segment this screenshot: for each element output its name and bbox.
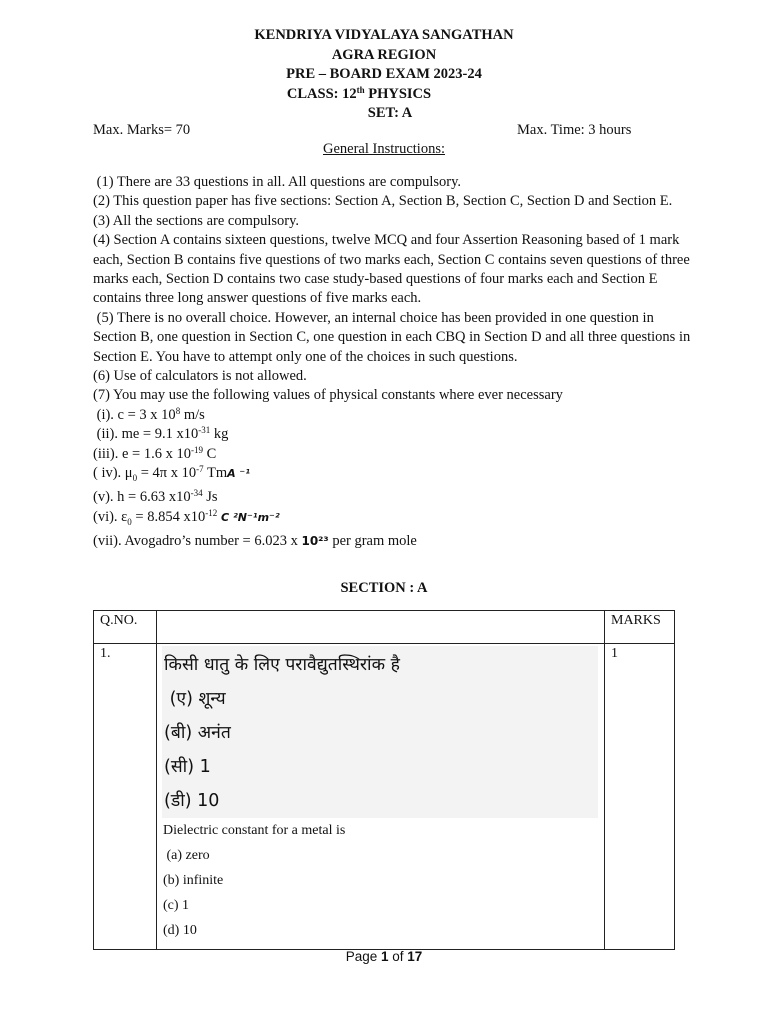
english-option: (c) 1: [163, 898, 190, 913]
hindi-stem: किसी धातु के लिए परावैद्युतस्थिरांक है: [164, 655, 400, 675]
header-question: [157, 611, 605, 644]
english-option: (d) 10: [163, 923, 197, 938]
constant-e: (iii). e = 1.6 x $10^{-19}$ C: [93, 444, 217, 462]
class-line: CLASS: 12th PHYSICS: [286, 84, 432, 102]
exam-name: PRE – BOARD EXAM 2023-24: [286, 66, 482, 83]
region-name: AGRA REGION: [331, 46, 437, 63]
english-option: (b) infinite: [163, 873, 224, 888]
constant-mu0: ( iv). $\mu_0 = 4\pi$ x $10^{-7}$ TmA ⁻¹: [93, 464, 251, 483]
section-title: SECTION : A: [340, 580, 428, 596]
paper-header: [0, 26, 768, 124]
constant-eps0: (vi). $\varepsilon_0 = 8.854$ $x10^{-12}$ C ²N⁻¹m⁻²: [93, 507, 280, 527]
page-footer: Page 1 of 17: [345, 949, 423, 964]
question-cell: [157, 644, 605, 950]
english-option: (a) zero: [163, 848, 210, 863]
set-label: SET: A: [367, 105, 413, 122]
instruction-item: (7) You may use the following values of physical constants where ever necessary: [93, 387, 563, 404]
instruction-item: (1) There are 33 questions in all. All questions are compulsory.: [93, 174, 462, 190]
instruction-item: (4) Section A contains sixteen questions, twelve MCQ and four Assertion Reasoning based of 1 mark each, Section B contains five questions of two marks each, Section C contains seven questions of three marks each, Section D contains two case study-based questions of four marks each and Section E contains three long answer questions of five marks each.: [93, 232, 690, 307]
hindi-option: (सी) 1: [164, 757, 211, 777]
general-instructions-heading: General Instructions:: [322, 141, 445, 157]
constant-avogadro: (vii). Avogadro’s number = 6.023 x 10²³ per gram mole: [93, 533, 417, 550]
question-hindi: [162, 646, 598, 818]
instruction-item: (2) This question paper has five sections: Section A, Section B, Section C, Section D and Section E.: [93, 193, 673, 210]
hindi-option: (डी) 10: [164, 791, 220, 811]
constant-me: (ii). me = 9.1 $x10^{-31}$ kg: [93, 425, 229, 443]
hindi-option: (बी) अनंत: [164, 723, 231, 743]
max-time: Max. Time: 3 hours: [517, 122, 632, 138]
instruction-item: (5) There is no overall choice. However, an internal choice has been provided in one question in Section B, one question in Section C, one question in each CBQ in Section D and all three questions in Section E. You have to attempt only one of the choices in such questions.: [93, 309, 694, 365]
instruction-item: (6) Use of calculators is not allowed.: [93, 368, 307, 385]
question-table: [93, 610, 675, 950]
constant-h: (v). h = 6.63 $x10^{-34}$ Js: [93, 488, 218, 506]
max-marks: Max. Marks= 70: [93, 122, 191, 138]
constant-c: (i). c = 3 x $10^8$ m/s: [93, 405, 205, 423]
header-marks: MARKS: [605, 611, 675, 644]
org-name: KENDRIYA VIDYALAYA SANGATHAN: [254, 27, 514, 43]
table-row: [94, 644, 675, 950]
instructions-block: [93, 173, 693, 552]
question-marks: 1: [605, 644, 675, 950]
header-qno: Q.NO.: [94, 611, 157, 644]
instruction-item: (3) All the sections are compulsory.: [93, 212, 300, 229]
hindi-option: (ए) शून्य: [164, 689, 226, 709]
question-english: [163, 818, 598, 943]
table-header-row: [94, 611, 675, 644]
english-stem: Dielectric constant for a metal is: [163, 823, 346, 838]
question-number: 1.: [94, 644, 157, 950]
